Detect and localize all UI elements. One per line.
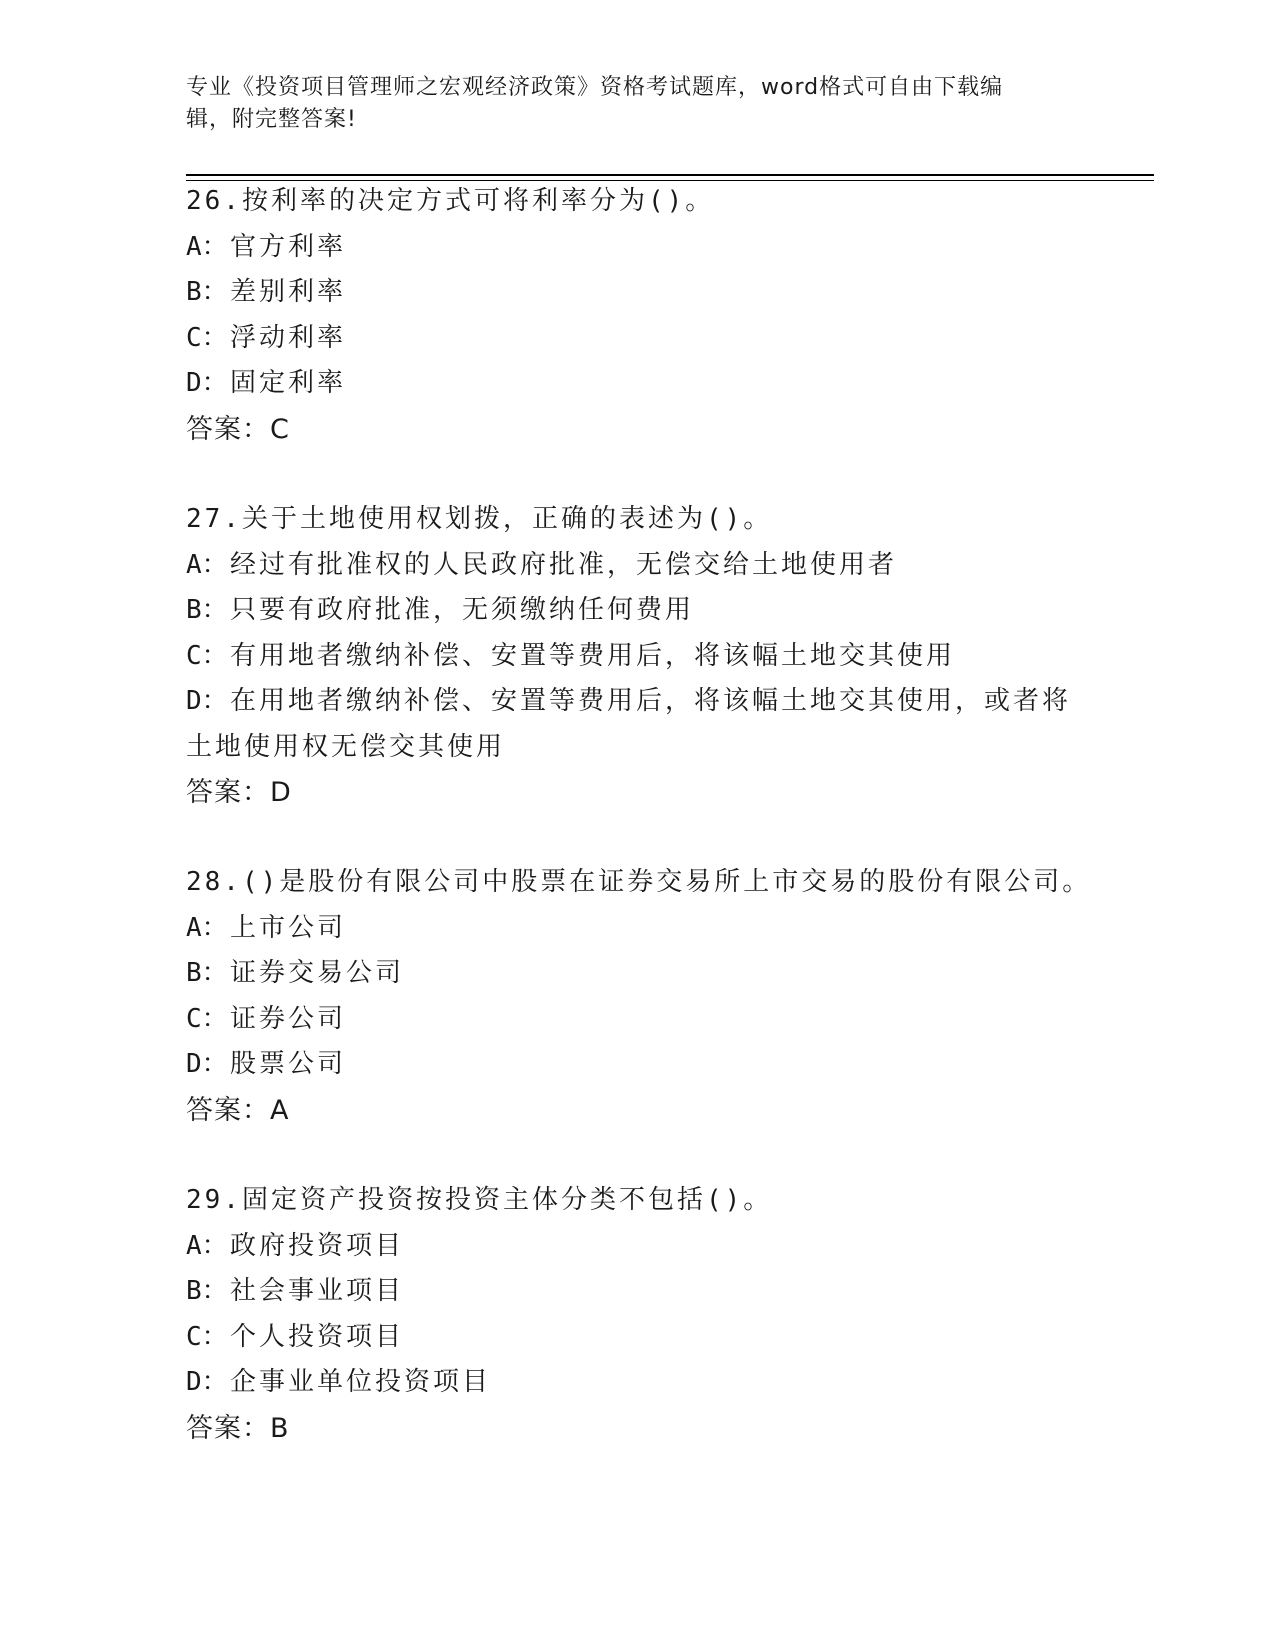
option-text: 只要有政府批准，无须缴纳任何费用 (230, 595, 695, 625)
option-text: 政府投资项目 (230, 1230, 405, 1261)
option-label: B： (186, 595, 228, 625)
option-d (186, 1360, 1086, 1406)
option-label: C： (186, 640, 228, 671)
option-label: A： (186, 912, 228, 943)
option-text: 证券公司 (230, 1003, 347, 1034)
answer-line: 答案：D (186, 777, 292, 808)
option-label: C： (186, 1003, 228, 1034)
option-a (186, 906, 1086, 952)
option-text: 上市公司 (230, 912, 347, 943)
option-b (186, 951, 1086, 997)
option-d (186, 679, 1086, 725)
option-text: 浮动利率 (230, 322, 347, 353)
option-text: 官方利率 (230, 231, 347, 262)
option-b (186, 1269, 1086, 1315)
answer-line: 答案：C (186, 413, 290, 445)
question-27 (186, 497, 1086, 816)
option-label: A： (186, 549, 228, 580)
option-d-continuation: 土地使用权无偿交其使用 (186, 731, 506, 762)
question-28 (186, 860, 1092, 1133)
answer-line: 答案：A (186, 1094, 290, 1126)
option-text: 差别利率 (230, 277, 347, 307)
option-text: 有用地者缴纳补偿、安置等费用后，将该幅土地交其使用 (230, 640, 956, 671)
option-c (186, 997, 1086, 1043)
question-stem: 26.按利率的决定方式可将利率分为()。 (186, 186, 715, 216)
option-c (186, 316, 1086, 362)
option-text: 经过有批准权的人民政府批准，无偿交给土地使用者 (230, 549, 898, 580)
question-stem: 27.关于土地使用权划拨，正确的表述为()。 (186, 504, 773, 534)
option-text: 股票公司 (230, 1049, 347, 1079)
option-label: A： (186, 231, 228, 262)
option-text: 证券交易公司 (230, 958, 405, 988)
option-d (186, 361, 1086, 407)
answer-line: 答案：B (186, 1412, 290, 1444)
option-label: D： (186, 1049, 228, 1079)
header-line-1: 专业《投资项目管理师之宏观经济政策》资格考试题库，word格式可自由下载编 (186, 75, 1004, 100)
option-b (186, 588, 1086, 634)
option-text: 个人投资项目 (230, 1321, 405, 1352)
option-label: B： (186, 1276, 228, 1306)
option-text: 固定利率 (230, 368, 347, 398)
option-label: A： (186, 1230, 228, 1261)
option-b (186, 270, 1086, 316)
option-a (186, 543, 1086, 589)
option-label: B： (186, 958, 228, 988)
option-text: 企事业单位投资项目 (230, 1367, 492, 1397)
option-label: D： (186, 1367, 228, 1397)
question-stem: 28.()是股份有限公司中股票在证券交易所上市交易的股份有限公司。 (186, 867, 1092, 897)
option-text: 社会事业项目 (230, 1276, 405, 1306)
question-29 (186, 1178, 1086, 1451)
option-c (186, 634, 1086, 680)
document-header (186, 72, 1086, 136)
option-c (186, 1315, 1086, 1361)
option-text: 在用地者缴纳补偿、安置等费用后，将该幅土地交其使用，或者将 (230, 686, 1072, 716)
question-26 (186, 179, 1086, 452)
option-a (186, 1224, 1086, 1270)
option-label: C： (186, 322, 228, 353)
option-label: D： (186, 686, 228, 716)
option-label: C： (186, 1321, 228, 1352)
option-d (186, 1042, 1086, 1088)
question-stem: 29.固定资产投资按投资主体分类不包括()。 (186, 1185, 773, 1215)
option-a (186, 225, 1086, 271)
header-line-2: 辑，附完整答案! (186, 107, 357, 132)
option-label: B： (186, 277, 228, 307)
option-label: D： (186, 368, 228, 398)
header-divider-thick (186, 174, 1154, 176)
